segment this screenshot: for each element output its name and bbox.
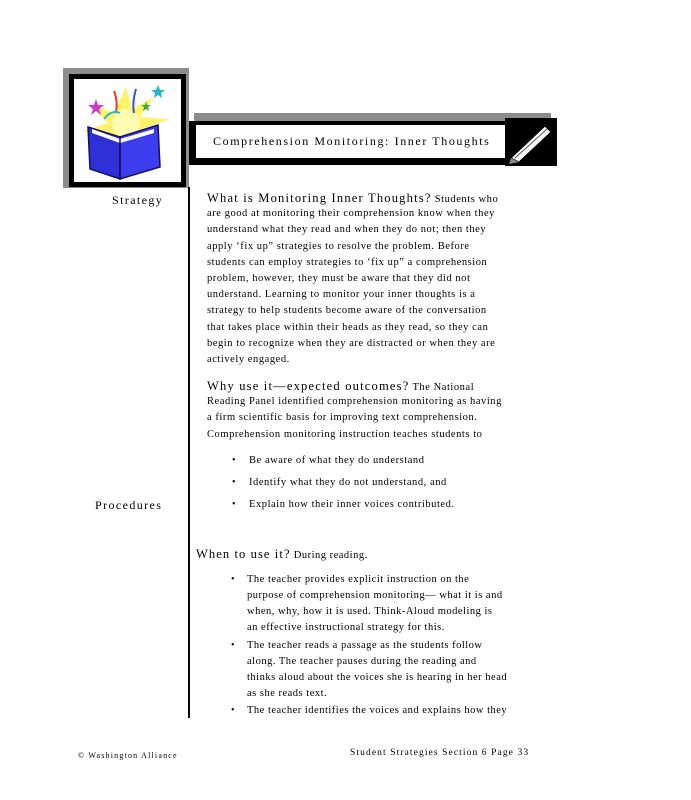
bullet-icon: • xyxy=(231,640,236,651)
when-heading: When to use it? xyxy=(196,547,291,561)
list-item-line: purpose of comprehension monitoring— what it is and xyxy=(247,590,503,601)
list-item xyxy=(232,455,425,466)
paragraph-line: actively engaged. xyxy=(207,353,290,365)
footer-page-number: Student Strategies Section 6 Page 33 xyxy=(350,748,530,758)
what-is-paragraph xyxy=(207,190,498,368)
paragraph-line: The National xyxy=(412,382,475,393)
list-item-line: along. The teacher pauses during the reading and xyxy=(247,656,477,667)
paragraph-line: are good at monitoring their comprehension know when they xyxy=(207,208,495,220)
why-heading: Why use it—expected outcomes? xyxy=(207,379,410,393)
paragraph-line: apply ‘fix up” strategies to resolve the problem. Before xyxy=(207,240,470,252)
paragraph-line: students can employ strategies to ‘fix up” a comprehension xyxy=(207,256,488,268)
list-item xyxy=(231,703,508,719)
what-heading: What is Monitoring Inner Thoughts? xyxy=(207,191,432,205)
bullet-icon: • xyxy=(232,477,237,488)
bullet-icon: • xyxy=(231,705,236,716)
book-clipart-icon xyxy=(74,79,181,182)
list-item-line: an effective instructional strategy for this. xyxy=(247,622,445,633)
list-item-text: Explain how their inner voices contributed. xyxy=(249,499,455,510)
vertical-divider xyxy=(188,187,190,718)
paragraph-line: understand what they read and when they do not; then they xyxy=(207,224,487,236)
paragraph-line: problem, however, they must be aware that they did not xyxy=(207,272,471,284)
procedures-label: Procedures xyxy=(95,498,163,512)
paragraph-line: begin to recognize when they are distracted or when they are xyxy=(207,337,496,349)
strategy-label: Strategy xyxy=(112,193,164,207)
pen-nib-icon xyxy=(505,118,557,166)
book-clipart-frame xyxy=(69,74,186,187)
paragraph-line: Reading Panel identified comprehension monitoring as having xyxy=(207,396,502,408)
bullet-icon: • xyxy=(232,455,237,466)
list-item xyxy=(232,499,455,510)
list-item-line: when, why, how it is used. Think-Aloud modeling is xyxy=(247,606,493,617)
paragraph-line: strategy to help students become aware of the conversation xyxy=(207,305,487,317)
paragraph-line: that takes place within their heads as they read, so they can xyxy=(207,321,489,333)
when-text: During reading. xyxy=(293,550,368,561)
list-item xyxy=(231,638,508,702)
list-item-text: Be aware of what they do understand xyxy=(249,455,425,466)
page-title: Comprehension Monitoring: Inner Thoughts xyxy=(213,134,491,148)
list-item xyxy=(231,572,503,636)
paragraph-line: Students who xyxy=(434,194,499,205)
list-item-line: The teacher identifies the voices and explains how they xyxy=(247,705,508,716)
list-item-line: The teacher reads a passage as the students follow xyxy=(247,640,483,651)
list-item-line: thinks aloud about the voices she is hearing in her head xyxy=(247,672,508,683)
bullet-icon: • xyxy=(232,499,237,510)
footer-copyright: © Washington Alliance xyxy=(78,751,178,760)
when-to-use-line xyxy=(196,547,368,562)
list-item-text: Identify what they do not understand, and xyxy=(249,477,447,488)
list-item-line: The teacher provides explicit instruction on the xyxy=(247,574,470,585)
paragraph-line: Comprehension monitoring instruction teaches students to xyxy=(207,428,483,440)
paragraph-line: a firm scientific basis for improving text comprehension. xyxy=(207,412,478,424)
paragraph-line: understand. Learning to monitor your inner thoughts is a xyxy=(207,289,476,301)
bullet-icon: • xyxy=(231,574,236,585)
list-item xyxy=(232,477,447,488)
why-use-paragraph xyxy=(207,378,502,443)
list-item-line: as she reads text. xyxy=(247,688,328,699)
